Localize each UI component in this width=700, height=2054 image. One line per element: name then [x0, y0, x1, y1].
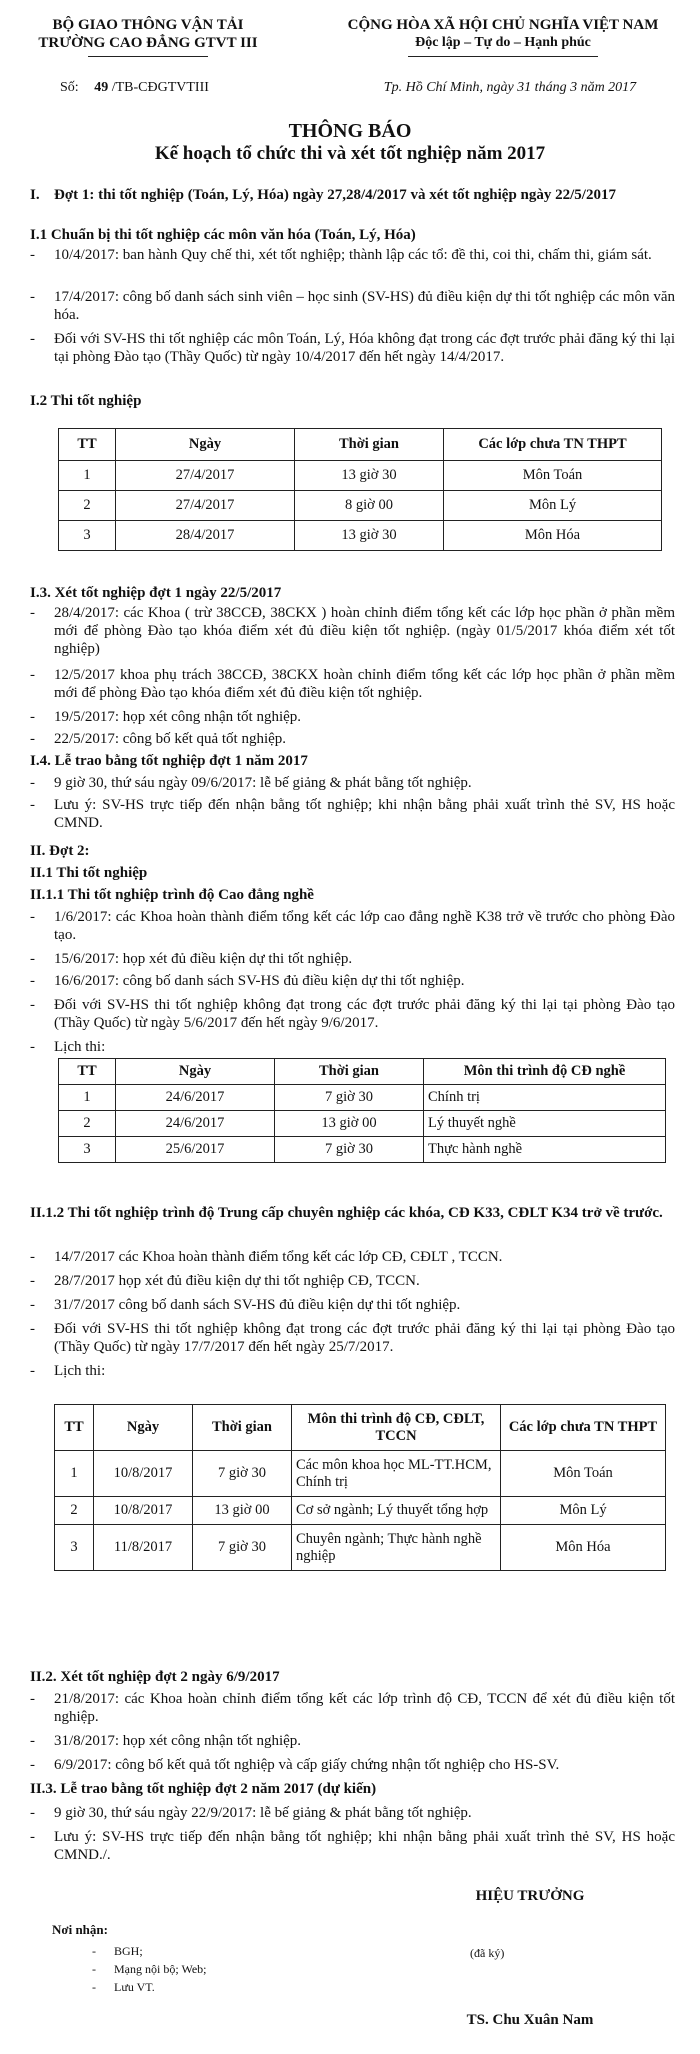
- list-item: - 14/7/2017 các Khoa hoàn thành điểm tổng kết các lớp CĐ, CĐLT , TCCN.: [30, 1249, 503, 1265]
- table-header-cell: Thời gian: [275, 1059, 424, 1085]
- republic-name: CỘNG HÒA XÃ HỘI CHỦ NGHĨA VIỆT NAM: [347, 17, 659, 33]
- list-item: - Lưu ý: SV-HS trực tiếp đến nhận bằng tốt nghiệp; khi nhận bằng phải xuất trình thẻ SV, HS hoặc CMND.: [30, 797, 675, 831]
- section-1-1-heading: I.1 Chuẩn bị thi tốt nghiệp các môn văn hóa (Toán, Lý, Hóa): [30, 227, 416, 243]
- signer-title: HIỆU TRƯỞNG: [475, 1888, 585, 1904]
- exam-schedule-table-3: [54, 1404, 666, 1571]
- table-header-cell: Môn thi trình độ CĐ, CĐLT, TCCN: [292, 1405, 501, 1451]
- section-2-1-2-heading: II.1.2 Thi tốt nghiệp trình độ Trung cấp chuyên nghiệp các khóa, CĐ K33, CĐLT K34 trở về trước.: [30, 1205, 663, 1221]
- section-1-3-heading: I.3. Xét tốt nghiệp đợt 1 ngày 22/5/2017: [30, 585, 282, 601]
- table-header-cell: Các lớp chưa TN THPT: [501, 1405, 666, 1451]
- document-number: Số: 49 /TB-CĐGTVTIII: [60, 80, 209, 95]
- table-row: 2 10/8/2017 13 giờ 00 Cơ sở ngành; Lý thuyết tổng hợp Môn Lý: [55, 1497, 666, 1525]
- list-item: - 22/5/2017: công bố kết quả tốt nghiệp.: [30, 731, 287, 747]
- signed-note: (đã ký): [470, 1946, 505, 1960]
- section-1-heading: I. Đợt 1: thi tốt nghiệp (Toán, Lý, Hóa) ngày 27,28/4/2017 và xét tốt nghiệp ngày 22/5/2017: [30, 187, 616, 203]
- table-header-cell: Ngày: [94, 1405, 193, 1451]
- header-right: [318, 16, 688, 52]
- list-item: - 1/6/2017: các Khoa hoàn thành điểm tổng kết các lớp cao đẳng nghề K38 trở về trước cho phòng Đào tạo.: [30, 909, 675, 943]
- list-item: - 9 giờ 30, thứ sáu ngày 22/9/2017: lễ bế giảng & phát bằng tốt nghiệp.: [30, 1805, 472, 1821]
- list-item: - Đối với SV-HS thi tốt nghiệp không đạt trong các đợt trước phải đăng ký thi lại tại phòng Đào tạo (Thầy Quốc) từ ngày 5/6/2017 đến hết ngày 9/6/2017.: [30, 997, 675, 1031]
- header-left-rule: [88, 56, 208, 57]
- list-item: - 6/9/2017: công bố kết quả tốt nghiệp và cấp giấy chứng nhận tốt nghiệp cho HS-SV.: [30, 1757, 560, 1773]
- table-row: 3 25/6/2017 7 giờ 30 Thực hành nghề: [59, 1137, 666, 1163]
- table-header-cell: TT: [55, 1405, 94, 1451]
- document-date: Tp. Hồ Chí Minh, ngày 31 tháng 3 năm 2017: [383, 80, 637, 95]
- motto: Độc lập – Tự do – Hạnh phúc: [415, 35, 591, 50]
- recipient-item: - Mạng nội bộ; Web;: [92, 1962, 207, 1976]
- table-row: 1 27/4/2017 13 giờ 30 Môn Toán: [59, 461, 662, 491]
- list-item: - 16/6/2017: công bố danh sách SV-HS đủ điều kiện dự thi tốt nghiệp.: [30, 973, 465, 989]
- recipients-label: Nơi nhận:: [52, 1922, 108, 1937]
- list-item: - 9 giờ 30, thứ sáu ngày 09/6/2017: lễ bế giảng & phát bằng tốt nghiệp.: [30, 775, 472, 791]
- list-item: - 21/8/2017: các Khoa hoàn chỉnh điểm tổng kết các lớp trình độ CĐ, TCCN để xét đủ điều kiện tốt nghiệp.: [30, 1691, 675, 1725]
- table-header-cell: Ngày: [116, 429, 295, 461]
- ministry-name: BỘ GIAO THÔNG VẬN TẢI: [52, 17, 244, 33]
- table-row: 1 10/8/2017 7 giờ 30 Các môn khoa học ML-TT.HCM, Chính trị Môn Toán: [55, 1451, 666, 1497]
- list-item: - 31/8/2017: họp xét công nhận tốt nghiệp.: [30, 1733, 302, 1749]
- list-item: - 31/7/2017 công bố danh sách SV-HS đủ điều kiện dự thi tốt nghiệp.: [30, 1297, 461, 1313]
- table-header-cell: TT: [59, 429, 116, 461]
- table-header-cell: TT: [59, 1059, 116, 1085]
- list-item: - 10/4/2017: ban hành Quy chế thi, xét tốt nghiệp; thành lập các tổ: đề thi, coi thi, chấm thi, giám sát.: [30, 247, 652, 263]
- list-item: - Lưu ý: SV-HS trực tiếp đến nhận bằng tốt nghiệp; khi nhận bằng phải xuất trình thẻ SV, HS hoặc CMND./.: [30, 1829, 675, 1863]
- recipient-item: - BGH;: [92, 1944, 143, 1958]
- table-row: 2 24/6/2017 13 giờ 00 Lý thuyết nghề: [59, 1111, 666, 1137]
- header-right-rule: [408, 56, 598, 57]
- recipient-item: - Lưu VT.: [92, 1980, 155, 1994]
- header-left: [28, 16, 268, 52]
- table-header-cell: Các lớp chưa TN THPT: [444, 429, 662, 461]
- table-row: 2 27/4/2017 8 giờ 00 Môn Lý: [59, 491, 662, 521]
- table-header-cell: Thời gian: [193, 1405, 292, 1451]
- table-header-cell: Ngày: [116, 1059, 275, 1085]
- exam-schedule-table-2: [58, 1058, 666, 1163]
- list-item: - 28/4/2017: các Khoa ( trừ 38CCĐ, 38CKX ) hoàn chỉnh điểm tổng kết các lớp học phần ở phần mềm mới để phòng Đào tạo khóa điểm xét đủ điều kiện tốt nghiệp. (ngày 01/5/2017 khóa điểm xét tốt nghiệp): [30, 605, 675, 657]
- section-2-1-heading: II.1 Thi tốt nghiệp: [30, 865, 148, 881]
- list-item: - Lịch thi:: [30, 1363, 106, 1379]
- table-row: 3 11/8/2017 7 giờ 30 Chuyên ngành; Thực hành nghề nghiệp Môn Hóa: [55, 1525, 666, 1571]
- table-header-cell: Môn thi trình độ CĐ nghề: [424, 1059, 666, 1085]
- list-item: - 19/5/2017: họp xét công nhận tốt nghiệp.: [30, 709, 302, 725]
- section-2-heading: II. Đợt 2:: [30, 843, 90, 859]
- list-item: - 28/7/2017 họp xét đủ điều kiện dự thi tốt nghiệp CĐ, TCCN.: [30, 1273, 420, 1289]
- section-2-3-heading: II.3. Lễ trao bằng tốt nghiệp đợt 2 năm 2017 (dự kiến): [30, 1781, 377, 1797]
- exam-schedule-table-1: [58, 428, 662, 551]
- table-row: 1 24/6/2017 7 giờ 30 Chính trị: [59, 1085, 666, 1111]
- list-item: - 15/6/2017: họp xét đủ điều kiện dự thi tốt nghiệp.: [30, 951, 353, 967]
- table-header-cell: Thời gian: [295, 429, 444, 461]
- list-item: - 12/5/2017 khoa phụ trách 38CCĐ, 38CKX hoàn chỉnh điểm tổng kết các lớp học phần ở phần mềm mới để phòng Đào tạo khóa điểm xét đủ điều kiện tốt nghiệp.: [30, 667, 675, 701]
- list-item: - 17/4/2017: công bố danh sách sinh viên – học sinh (SV-HS) đủ điều kiện dự thi tốt nghiệp các môn văn hóa.: [30, 289, 675, 323]
- document-title: THÔNG BÁO: [288, 120, 412, 142]
- list-item: - Đối với SV-HS thi tốt nghiệp các môn Toán, Lý, Hóa không đạt trong các đợt trước phải đăng ký thi lại tại phòng Đào tạo (Thầy Quốc) từ ngày 10/4/2017 đến hết ngày 14/4/2017.: [30, 331, 675, 365]
- section-2-2-heading: II.2. Xét tốt nghiệp đợt 2 ngày 6/9/2017: [30, 1669, 280, 1685]
- document-subtitle: Kế hoạch tổ chức thi và xét tốt nghiệp năm 2017: [154, 143, 546, 164]
- section-2-1-1-heading: II.1.1 Thi tốt nghiệp trình độ Cao đẳng nghề: [30, 887, 314, 903]
- school-name: TRƯỜNG CAO ĐẲNG GTVT III: [38, 35, 258, 51]
- section-1-4-heading: I.4. Lễ trao bằng tốt nghiệp đợt 1 năm 2017: [30, 753, 308, 769]
- list-item: - Đối với SV-HS thi tốt nghiệp không đạt trong các đợt trước phải đăng ký thi lại tại phòng Đào tạo (Thầy Quốc) từ ngày 17/7/2017 đến hết ngày 25/7/2017.: [30, 1321, 675, 1355]
- signer-name: TS. Chu Xuân Nam: [466, 2012, 594, 2028]
- list-item: - Lịch thi:: [30, 1039, 106, 1055]
- section-1-2-heading: I.2 Thi tốt nghiệp: [30, 393, 142, 409]
- table-row: 3 28/4/2017 13 giờ 30 Môn Hóa: [59, 521, 662, 551]
